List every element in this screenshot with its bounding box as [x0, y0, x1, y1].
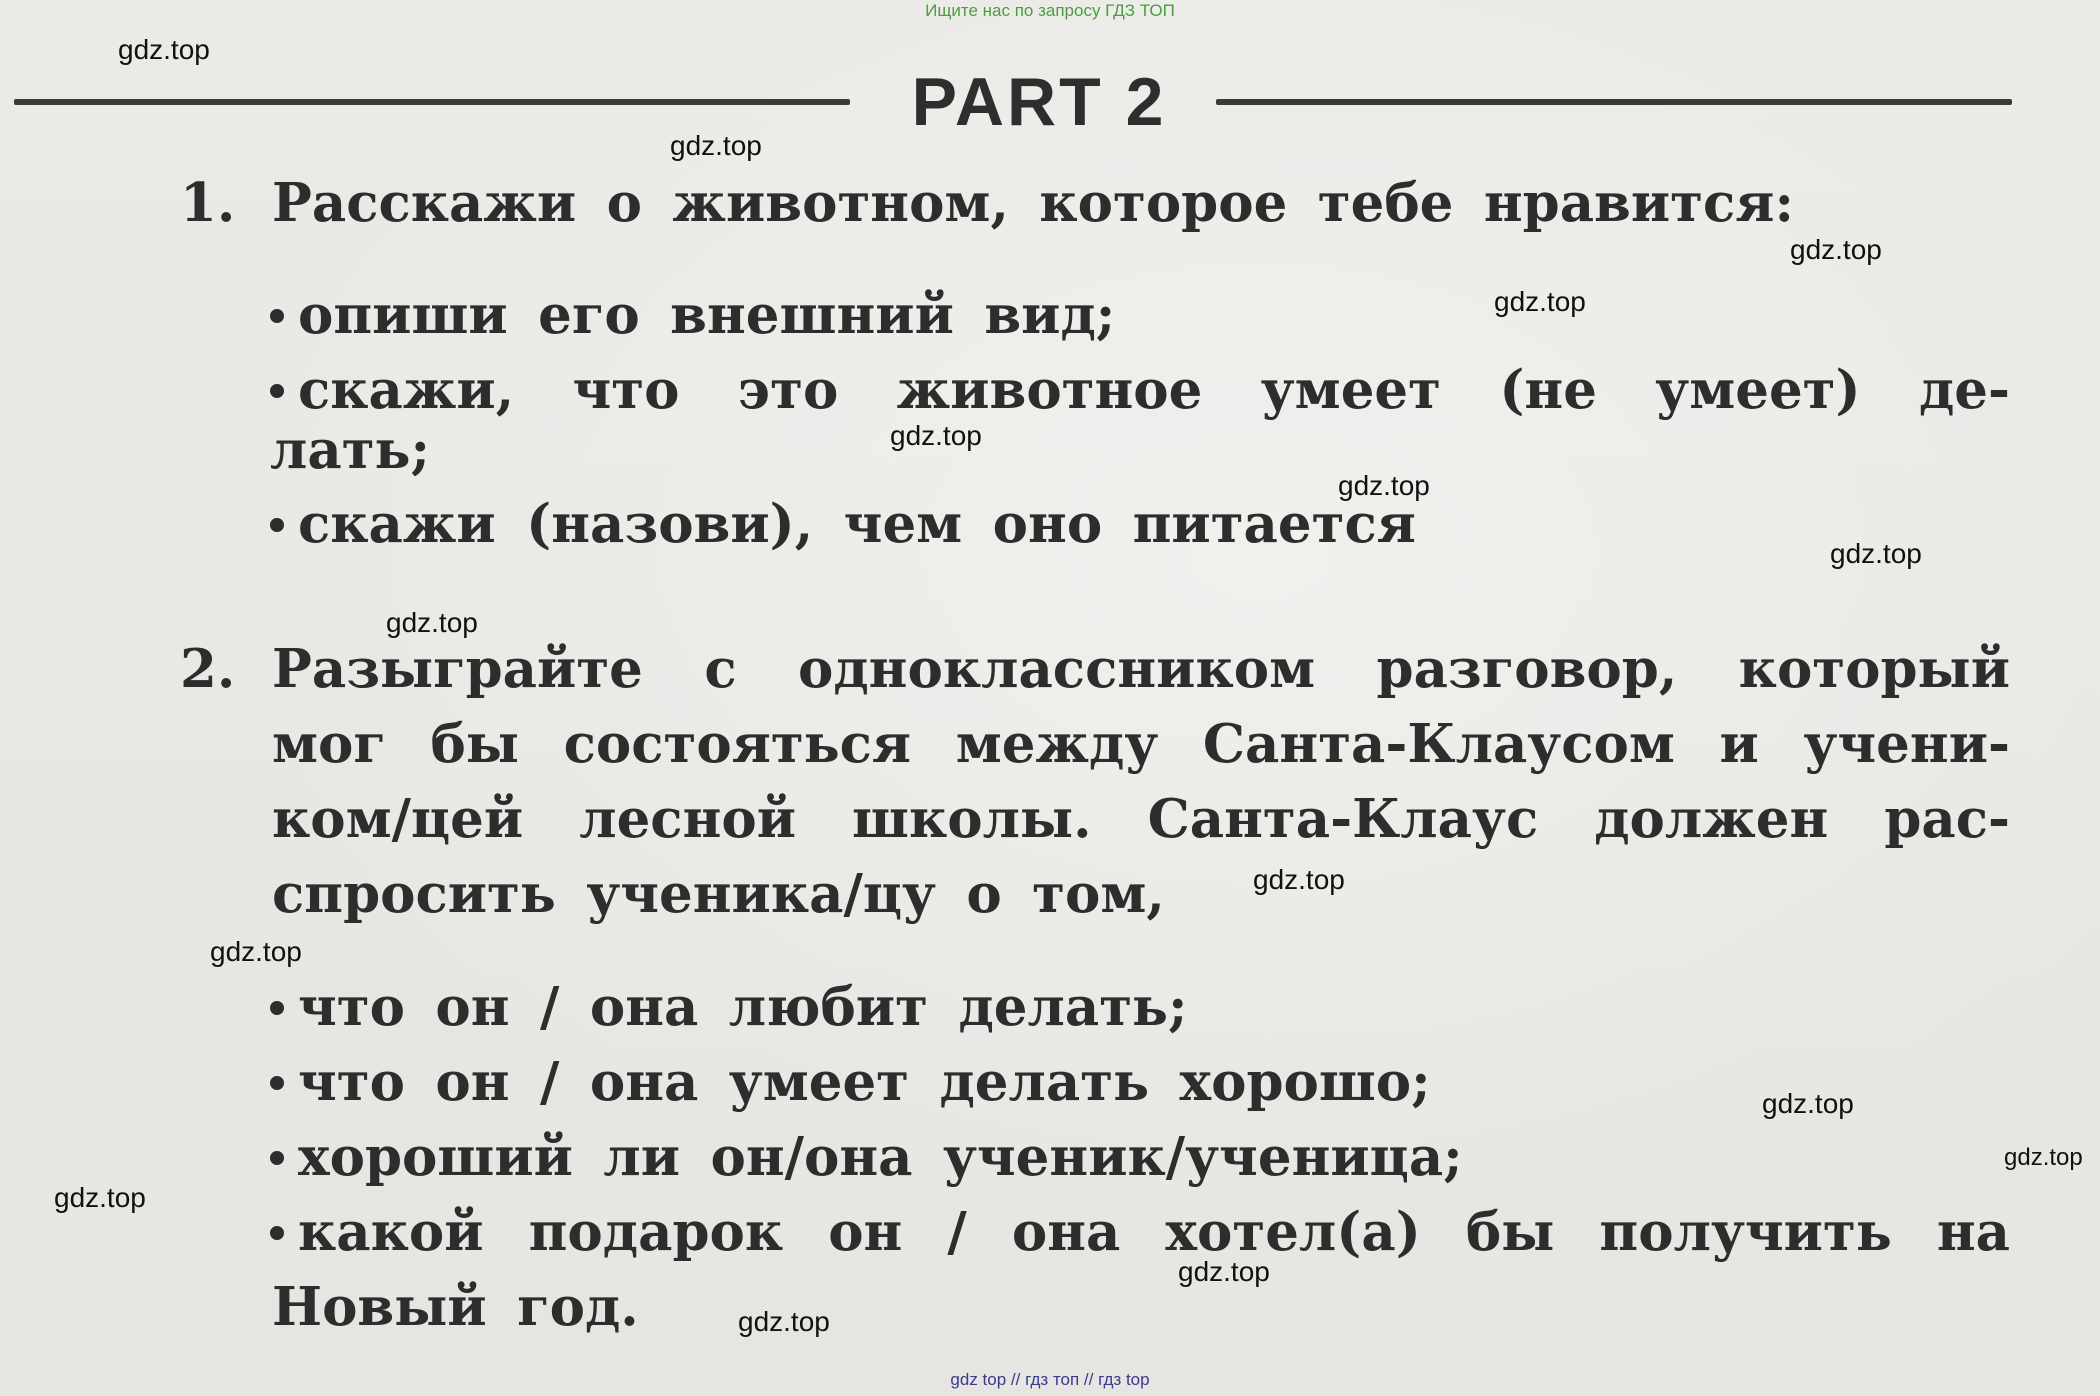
- bullet-dot-icon: [270, 309, 284, 323]
- watermark: gdz.top: [2004, 1144, 2083, 1171]
- task-1: [180, 166, 2010, 246]
- heading-rule-left: [14, 99, 850, 105]
- task-2-bullet-3: [270, 1120, 2010, 1195]
- task-1-bullet-2-cont: [270, 413, 2010, 488]
- bottom-banner[interactable]: gdz top // гдз топ // гдз top: [950, 1370, 1150, 1389]
- bullet-text-continued: лать;: [270, 419, 431, 481]
- task-1-text: Расскажи о животном, которое тебе нравится:: [272, 172, 1795, 234]
- watermark: gdz.top: [738, 1306, 830, 1337]
- task-2-line-2: мог бы состояться между Санта-Клаусом и учени-: [272, 713, 2010, 775]
- bullet-text: хороший ли он/она ученик/ученица;: [298, 1126, 1463, 1188]
- watermark: gdz.top: [1178, 1256, 1270, 1287]
- watermark: gdz.top: [1494, 286, 1586, 317]
- bullet-text-continued: Новый год.: [272, 1276, 639, 1338]
- part-title: PART 2: [911, 64, 1167, 140]
- watermark: gdz.top: [890, 420, 982, 451]
- task-2-bullet-4-cont: [272, 1270, 1072, 1350]
- task-2-bullet-2: [270, 1045, 2010, 1120]
- watermark: gdz.top: [1762, 1088, 1854, 1119]
- bullet-text: что он / она любит делать;: [298, 976, 1188, 1038]
- bullet-text: скажи (назови), чем оно питается: [298, 493, 1416, 555]
- watermark: gdz.top: [386, 607, 478, 638]
- task-2: [180, 632, 2010, 932]
- bullet-dot-icon: [270, 1226, 284, 1240]
- task-2-line-4: спросить ученика/цу о том,: [272, 863, 1165, 925]
- bullet-text: какой подарок он / она хотел(а) бы получить на: [298, 1201, 2010, 1263]
- task-2-number: 2.: [180, 638, 236, 700]
- task-2-bullet-4: [270, 1195, 2010, 1270]
- part-heading: [14, 62, 2012, 142]
- task-2-bullets: [270, 970, 2010, 1270]
- task-2-line-1: Разыграйте с одноклассником разговор, который: [272, 638, 2010, 700]
- bullet-text: что он / она умеет делать хорошо;: [298, 1051, 1431, 1113]
- bullet-text: опиши его внешний вид;: [298, 284, 1116, 346]
- watermark: gdz.top: [210, 936, 302, 967]
- watermark: gdz.top: [1830, 538, 1922, 569]
- task-1-bullet-3: [270, 487, 2010, 562]
- task-2-bullet-1: [270, 970, 2010, 1045]
- task-1-bullet-1: [270, 278, 2010, 353]
- bullet-dot-icon: [270, 384, 284, 398]
- task-1-number: 1.: [180, 172, 236, 234]
- bullet-dot-icon: [270, 1001, 284, 1015]
- watermark: gdz.top: [1253, 864, 1345, 895]
- bullet-dot-icon: [270, 518, 284, 532]
- bullet-dot-icon: [270, 1076, 284, 1090]
- watermark: gdz.top: [1790, 234, 1882, 265]
- task-1-bullets: [270, 278, 2010, 562]
- watermark: gdz.top: [118, 34, 210, 65]
- heading-rule-right: [1216, 99, 2012, 105]
- bullet-text: скажи, что это животное умеет (не умеет) де-: [298, 359, 2010, 421]
- watermark: gdz.top: [1338, 470, 1430, 501]
- task-2-line-3: ком/цей лесной школы. Санта-Клаус должен рас-: [272, 788, 2010, 850]
- watermark: gdz.top: [670, 130, 762, 161]
- bullet-dot-icon: [270, 1151, 284, 1165]
- watermark: gdz.top: [54, 1182, 146, 1213]
- top-banner[interactable]: Ищите нас по запросу ГДЗ ТОП: [925, 1, 1175, 20]
